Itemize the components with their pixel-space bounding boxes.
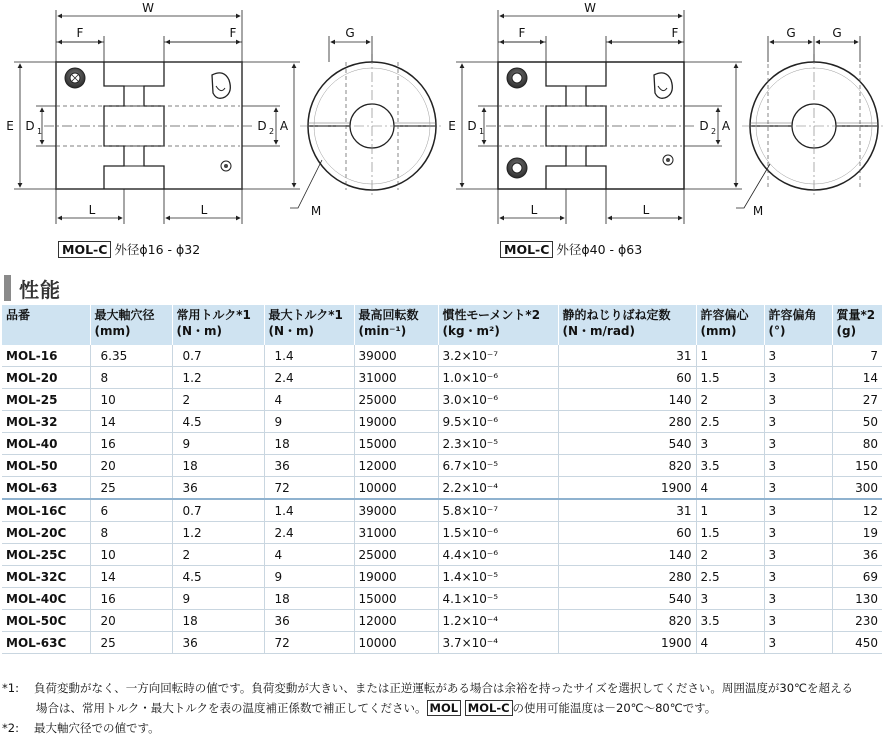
table-cell: 1.5 [696, 367, 764, 389]
table-header-cell [2, 305, 90, 345]
table-cell: 0.7 [172, 499, 264, 522]
label-d1-right: D [467, 119, 477, 133]
table-row [2, 367, 882, 389]
table-header-cell [832, 305, 882, 345]
label-a-left: A [279, 119, 289, 133]
table-cell: 3 [764, 455, 832, 477]
table-row [2, 455, 882, 477]
table-cell: 2 [172, 544, 264, 566]
table-cell: 25000 [354, 389, 438, 411]
table-header-label: 常用トルク*1 [176, 308, 251, 322]
table-cell: 1.5×10⁻⁶ [438, 522, 558, 544]
table-header-label: 慣性モーメント*2 [442, 308, 541, 322]
table-cell-part-number: MOL-32 [2, 411, 90, 433]
table-cell: 39000 [354, 345, 438, 367]
table-cell-part-number: MOL-40C [2, 588, 90, 610]
table-cell: 8 [90, 367, 172, 389]
table-cell: 12000 [354, 610, 438, 632]
table-cell: 60 [558, 367, 696, 389]
table-cell: 6 [90, 499, 172, 522]
table-cell-part-number: MOL-50 [2, 455, 90, 477]
table-cell: 2.4 [264, 522, 354, 544]
table-header-cell [90, 305, 172, 345]
table-cell: 9.5×10⁻⁶ [438, 411, 558, 433]
table-header-cell [696, 305, 764, 345]
table-cell: 9 [264, 566, 354, 588]
table-cell: 31000 [354, 522, 438, 544]
table-cell: 18 [172, 455, 264, 477]
table-cell: 2.2×10⁻⁴ [438, 477, 558, 500]
footnotes [2, 678, 884, 738]
footnote-2 [2, 718, 884, 738]
table-cell: 3 [764, 610, 832, 632]
right-end-view [742, 54, 884, 198]
table-cell: 1.2×10⁻⁴ [438, 610, 558, 632]
table-cell-part-number: MOL-50C [2, 610, 90, 632]
label-e-right: E [448, 119, 456, 133]
table-cell: 3 [764, 566, 832, 588]
table-header-label: 最大トルク*1 [268, 308, 343, 322]
table-cell: 36 [264, 610, 354, 632]
table-cell: 18 [264, 433, 354, 455]
table-cell: 140 [558, 544, 696, 566]
table-cell: 36 [172, 477, 264, 500]
table-header-unit: (kg・m²) [442, 324, 500, 338]
table-cell: 60 [558, 522, 696, 544]
table-cell: 12000 [354, 455, 438, 477]
label-f-left-2: F [229, 26, 237, 40]
table-cell: 3.7×10⁻⁴ [438, 632, 558, 654]
table-cell: 1.0×10⁻⁶ [438, 367, 558, 389]
table-cell: 15000 [354, 588, 438, 610]
table-cell: 3 [764, 499, 832, 522]
table-row [2, 588, 882, 610]
table-cell: 130 [832, 588, 882, 610]
table-cell: 540 [558, 433, 696, 455]
table-cell: 3 [764, 544, 832, 566]
label-m-left: M [310, 204, 322, 218]
table-cell: 3 [764, 367, 832, 389]
label-f-right-1: F [518, 26, 526, 40]
table-cell: 36 [832, 544, 882, 566]
table-row [2, 433, 882, 455]
table-cell: 540 [558, 588, 696, 610]
footnote-1-text-2a: 場合は、常用トルク・最大トルクを表の温度補正係数で補正してください。 [36, 701, 427, 715]
table-cell: 2.4 [264, 367, 354, 389]
table-row [2, 566, 882, 588]
table-cell: 2.3×10⁻⁵ [438, 433, 558, 455]
table-cell: 820 [558, 610, 696, 632]
label-g-left: G [345, 26, 355, 40]
table-cell: 280 [558, 566, 696, 588]
table-header-cell [172, 305, 264, 345]
label-m-right: M [752, 204, 764, 218]
footnote-1-box-molc: MOL-C [465, 700, 513, 716]
table-cell: 2 [696, 389, 764, 411]
table-cell: 20 [90, 455, 172, 477]
table-cell: 3 [764, 588, 832, 610]
table-cell: 3.5 [696, 610, 764, 632]
table-cell-part-number: MOL-63 [2, 477, 90, 500]
table-cell: 1.2 [172, 367, 264, 389]
footnote-1-text-2b: の使用可能温度は－20℃～80℃です。 [512, 701, 717, 715]
footnote-1-mark: *1: [2, 681, 19, 695]
label-w-left: W [142, 1, 154, 15]
table-cell: 3 [764, 522, 832, 544]
label-d2-left: D [257, 119, 267, 133]
table-row [2, 499, 882, 522]
table-cell: 19 [832, 522, 882, 544]
table-cell: 2.5 [696, 566, 764, 588]
label-d2-right: D [699, 119, 709, 133]
table-cell: 31 [558, 345, 696, 367]
table-header-label: 質量*2 [836, 308, 876, 322]
left-side-view [44, 62, 254, 189]
table-row [2, 345, 882, 367]
table-cell: 80 [832, 433, 882, 455]
table-cell: 230 [832, 610, 882, 632]
table-cell-part-number: MOL-16C [2, 499, 90, 522]
caption-right [500, 240, 642, 258]
label-l-left-1: L [88, 203, 96, 217]
table-cell: 19000 [354, 411, 438, 433]
table-cell: 3.2×10⁻⁷ [438, 345, 558, 367]
table-cell: 280 [558, 411, 696, 433]
section-title [4, 274, 61, 302]
table-header-unit: (N・m) [176, 324, 223, 338]
table-cell: 1.4 [264, 345, 354, 367]
table-cell: 14 [90, 566, 172, 588]
table-cell: 14 [90, 411, 172, 433]
table-header-cell [558, 305, 696, 345]
table-header-unit: (°) [768, 324, 786, 338]
label-f-right-2: F [671, 26, 679, 40]
table-cell: 50 [832, 411, 882, 433]
table-cell: 5.8×10⁻⁷ [438, 499, 558, 522]
label-e-left: E [6, 119, 14, 133]
table-cell: 16 [90, 588, 172, 610]
table-cell: 2.5 [696, 411, 764, 433]
table-cell: 3 [764, 411, 832, 433]
table-header-unit: (min⁻¹) [358, 324, 407, 338]
table-cell: 25 [90, 632, 172, 654]
table-cell-part-number: MOL-63C [2, 632, 90, 654]
table-cell: 9 [172, 588, 264, 610]
table-cell: 15000 [354, 433, 438, 455]
table-cell: 3 [764, 345, 832, 367]
table-row [2, 522, 882, 544]
table-cell: 4.4×10⁻⁶ [438, 544, 558, 566]
table-cell: 20 [90, 610, 172, 632]
table-header-unit: (N・m) [268, 324, 315, 338]
table-cell: 4 [264, 544, 354, 566]
footnote-1-box-mol: MOL [427, 700, 462, 716]
table-cell: 19000 [354, 566, 438, 588]
table-cell-part-number: MOL-20 [2, 367, 90, 389]
footnote-2-mark: *2: [2, 721, 19, 735]
footnote-2-text: 最大軸穴径での値です。 [34, 721, 160, 735]
footnote-1-text: 負荷変動がなく、一方向回転時の値です。負荷変動が大きい、または正逆運転がある場合は余裕を持ったサイズを選択してください。周囲温度が30℃を超える [34, 681, 853, 695]
label-l-left-2: L [200, 203, 208, 217]
caption-right-model: MOL-C [500, 241, 553, 258]
table-cell: 18 [264, 588, 354, 610]
label-d1-sub-left: 1 [37, 127, 43, 136]
table-row [2, 411, 882, 433]
caption-right-text: 外径ϕ40 - ϕ63 [556, 242, 643, 257]
table-cell-part-number: MOL-25C [2, 544, 90, 566]
table-header-unit: (mm) [94, 324, 131, 338]
table-row [2, 610, 882, 632]
section-title-bar [4, 275, 11, 301]
table-cell: 4.1×10⁻⁵ [438, 588, 558, 610]
table-cell-part-number: MOL-16 [2, 345, 90, 367]
table-cell: 10000 [354, 477, 438, 500]
label-d1-sub-right: 1 [479, 127, 485, 136]
table-cell: 9 [264, 411, 354, 433]
right-side-view [486, 62, 696, 189]
table-cell: 31000 [354, 367, 438, 389]
table-cell: 140 [558, 389, 696, 411]
table-cell: 3.5 [696, 455, 764, 477]
table-row [2, 544, 882, 566]
table-cell: 36 [172, 632, 264, 654]
table-header-label: 品番 [6, 308, 31, 322]
table-cell: 820 [558, 455, 696, 477]
table-cell: 25 [90, 477, 172, 500]
table-cell: 36 [264, 455, 354, 477]
table-cell: 1.4 [264, 499, 354, 522]
label-d2-sub-right: 2 [711, 127, 717, 136]
table-cell: 10 [90, 544, 172, 566]
caption-left-text: 外径ϕ16 - ϕ32 [114, 242, 201, 257]
table-cell: 1900 [558, 632, 696, 654]
table-cell-part-number: MOL-25 [2, 389, 90, 411]
table-cell: 14 [832, 367, 882, 389]
table-cell: 1.2 [172, 522, 264, 544]
table-header-label: 許容偏心 [700, 308, 749, 322]
table-cell: 4 [696, 477, 764, 500]
left-end-view [300, 54, 444, 198]
table-cell: 150 [832, 455, 882, 477]
table-cell: 3 [764, 433, 832, 455]
label-a-right: A [721, 119, 731, 133]
performance-table [2, 305, 882, 654]
label-g-right-1: G [786, 26, 796, 40]
table-cell: 4 [264, 389, 354, 411]
label-d1-left: D [25, 119, 35, 133]
table-cell: 450 [832, 632, 882, 654]
table-cell: 1 [696, 499, 764, 522]
table-cell-part-number: MOL-40 [2, 433, 90, 455]
table-cell: 8 [90, 522, 172, 544]
table-header-cell [264, 305, 354, 345]
table-cell: 0.7 [172, 345, 264, 367]
footnote-1-line-2 [2, 698, 884, 718]
table-header-label: 許容偏角 [768, 308, 817, 322]
table-header-unit: (N・m/rad) [562, 324, 636, 338]
table-cell: 300 [832, 477, 882, 500]
table-header-cell [438, 305, 558, 345]
table-cell: 3 [764, 477, 832, 500]
table-cell: 4.5 [172, 411, 264, 433]
table-row [2, 389, 882, 411]
label-l-right-1: L [530, 203, 538, 217]
table-cell: 9 [172, 433, 264, 455]
table-cell: 1900 [558, 477, 696, 500]
section-title-text: 性能 [19, 277, 61, 302]
table-cell: 69 [832, 566, 882, 588]
table-header-unit: (g) [836, 324, 857, 338]
label-l-right-2: L [642, 203, 650, 217]
table-cell: 39000 [354, 499, 438, 522]
table-cell: 2 [696, 544, 764, 566]
table-header-cell [764, 305, 832, 345]
table-cell: 10 [90, 389, 172, 411]
table-cell: 7 [832, 345, 882, 367]
table-header-unit: (mm) [700, 324, 737, 338]
table-body [2, 345, 882, 654]
table-cell: 12 [832, 499, 882, 522]
table-header-label: 最高回転数 [358, 308, 419, 322]
table-cell: 18 [172, 610, 264, 632]
table-cell: 3 [696, 588, 764, 610]
table-row [2, 632, 882, 654]
table-header-label: 静的ねじりばね定数 [562, 308, 671, 322]
table-cell: 2 [172, 389, 264, 411]
table-row [2, 477, 882, 500]
table-cell: 3 [764, 632, 832, 654]
table-header-cell [354, 305, 438, 345]
table-cell: 6.7×10⁻⁵ [438, 455, 558, 477]
table-cell: 10000 [354, 632, 438, 654]
table-cell: 31 [558, 499, 696, 522]
table-header-row [2, 305, 882, 345]
caption-left [58, 240, 200, 258]
table-cell: 4 [696, 632, 764, 654]
table-cell-part-number: MOL-20C [2, 522, 90, 544]
table-cell: 6.35 [90, 345, 172, 367]
table-cell: 72 [264, 477, 354, 500]
table-cell-part-number: MOL-32C [2, 566, 90, 588]
dimension-diagrams [0, 0, 884, 265]
table-cell: 1 [696, 345, 764, 367]
table-cell: 3 [696, 433, 764, 455]
table-cell: 3 [764, 389, 832, 411]
table-cell: 16 [90, 433, 172, 455]
table-cell: 3.0×10⁻⁶ [438, 389, 558, 411]
table-cell: 72 [264, 632, 354, 654]
table-cell: 25000 [354, 544, 438, 566]
label-w-right: W [584, 1, 596, 15]
table-cell: 1.5 [696, 522, 764, 544]
label-d2-sub-left: 2 [269, 127, 275, 136]
table-cell: 4.5 [172, 566, 264, 588]
caption-left-model: MOL-C [58, 241, 111, 258]
table-cell: 27 [832, 389, 882, 411]
table-cell: 1.4×10⁻⁵ [438, 566, 558, 588]
table-header-label: 最大軸穴径 [94, 308, 155, 322]
footnote-1-line-1 [2, 678, 884, 698]
label-g-right-2: G [832, 26, 842, 40]
label-f-left-1: F [76, 26, 84, 40]
